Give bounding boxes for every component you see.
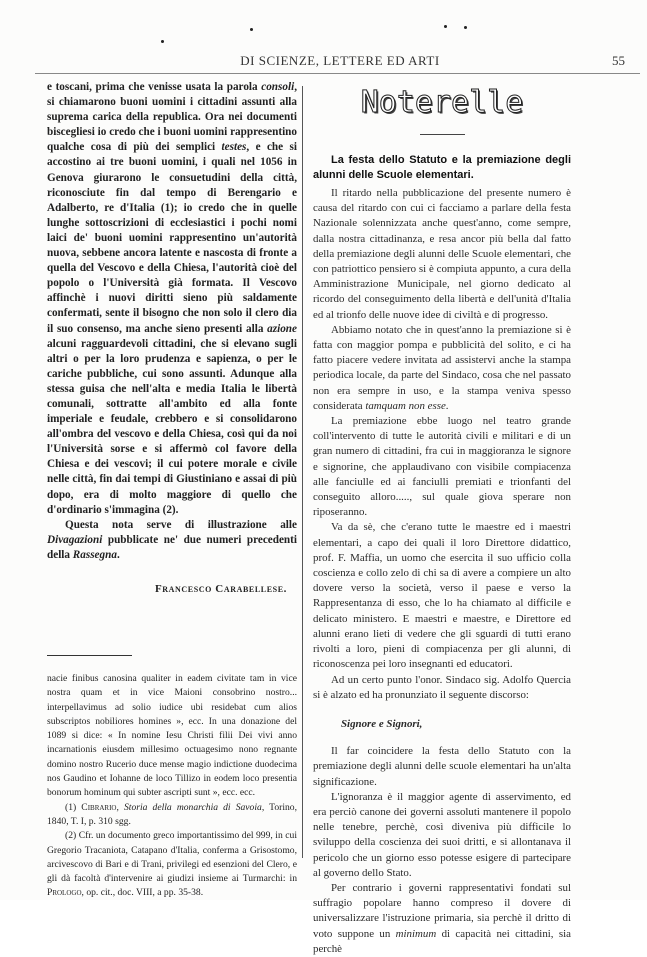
text: , si chiamarono buoni uomini i cittadini assunti alla suprema carica della republica. Ora nei documenti biscegliesi io credo che i buoni uomini rappresentino qualche cosa di più dei semplici	[47, 81, 297, 154]
text: .	[116, 548, 120, 561]
paragraph	[313, 323, 571, 414]
footnotes	[47, 672, 297, 901]
footnote-author: Prologo	[47, 887, 82, 899]
scan-speck	[250, 28, 253, 31]
text: di capacità nei cittadini, sia perchè	[313, 927, 571, 955]
paragraph: Il ritardo nella pubblicazione del presente numero è causa del ritardo con cui ci facciamo a parlare della festa Nazionale solennizzata anche quest'anno, come sempre, dalla nostra cittadinanza, e resa ancor più bella dal fatto della premiazione degli alunni delle Scuole elementari, che con patriottico pensiero si è compiuta appunto, a cura della Amministrazione Municipale, nel giorno dedicato al ricordo del conseguimento della libertà e dell'unità d'Italia ed al trionfo delle nuove idee di civiltà e di progresso.	[313, 187, 571, 321]
footnote-marker: (1)	[65, 801, 82, 813]
scan-speck	[161, 40, 164, 43]
italic-text: azione	[267, 322, 297, 335]
right-column	[313, 80, 571, 957]
text: pubblicate ne' due numeri precedenti della	[47, 533, 297, 561]
italic-text: tamquam non esse	[365, 399, 446, 412]
paragraph	[47, 80, 297, 518]
title-rule	[420, 134, 465, 135]
footnote-1: (1) Cibrario, Storia della monarchia di Savoia, Torino, 1840, T. I, p. 310 sgg.	[47, 801, 297, 827]
footnote-title: Storia della monarchia di Savoia	[123, 801, 262, 813]
scan-speck	[444, 25, 447, 28]
footnote-2	[47, 829, 297, 900]
article-body	[313, 186, 571, 957]
section-title: Noterelle	[360, 85, 524, 120]
text: alcuni ragguardevoli cittadini, che si elevano sugli altri o per la loro prudenza e sapienza, o per le cariche pubbliche, cui sono assunti. Adunque alla stessa guisa che nell'alta e media Italia le libertà comunali, sottratte all'ambito ed alla fonte imperiale e feudale, crebbero e si consolidarono all'ombra del vescovo e della Chiesa, così qui da noi l'Università sorse e si affermò col favore della Chiesa e dei vescovi; il cui potere morale e civile nelle città, fin dai tempi di Giustiniano e assai di più dopo, era di molto maggiore di quello che d'ordinario s'immagina (2).	[47, 337, 297, 516]
text: Per contrario i governi rappresentativi fondati sul suffragio popolare hanno compreso il dovere di universalizzare l'istruzione primaria, sia perchè il dritto di voto suppone un	[313, 881, 571, 940]
text: , op. cit., doc. VIII, a pp. 35-38.	[81, 887, 204, 899]
column-divider	[302, 86, 303, 858]
text: , e che si accostino ai tre buoni uomini, i quali nel 1056 in Genova giurarono le consuetudini della città, riconosciute fin dal tempo di Berengario e Adalberto, re d'Italia (1); io credo che in quelle lunghe sottoscrizioni di ecclesiastici i pochi nomi laici de' buoni uomini rappresentino un'autorità nuova, sebbene ancora latente e nascosta di fronte a quella del Vescovo e della Chiesa, l'autorità cioè del popolo o l'Università già formata. Il Vescovo affinchè i nuovi diritti sieno più saldamente confermati, sente il bisogno che non solo il clero dia il suo consenso, ma anche sieno presenti alla	[47, 141, 297, 335]
speech-salutation: Signore e Signori,	[341, 717, 423, 730]
paragraph: Va da sè, che c'erano tutte le maestre ed i maestri elementari, a capo dei quali il loro Direttore didattico, prof. F. Maffia, un uomo che esercita il suo ufficio colla coscienza e collo zelo di chi sa di avere a compiere un alto dovere verso la società, verso il paese e verso la Rappresentanza di esso, che lo ha chiamato al difficile e delicato ministero. E maestri e maestre, e Direttore ed alunni erano lieti di vedere che gli sguardi di tutti erano rivolti a loro, pieni di compiacenza per gli alunni, di riconoscenza pei loro insegnanti ed educatori.	[313, 521, 571, 671]
footnote-continuation: nacie finibus canosina qualiter in eadem civitate tam in vice nostra quam et in vice Maioni consobrino nostro... interpellavimus ad solio iudice ubi residebat cum alios subscriptos nobiliores homines », ecc. In una donazione del 1089 si dice: « In nomine Iesu Christi filii Dei vivi anno incarnationis eiusdem millesimo octuagesimo nono regnante domino nostro Rucerio duce mense magio indictione duodecima nos Gaudino et Iohanne de loco Tillizo in eodem loco presentia bonorum hominum qui subter ascripti sunt », ecc. ecc.	[47, 673, 297, 799]
paragraph	[313, 881, 571, 957]
paragraph: Il far coincidere la festa dello Statuto con la premiazione degli alunni delle scuole elementari ha un'alta significazione.	[313, 745, 571, 788]
scan-speck	[464, 26, 467, 29]
page-number: 55	[612, 53, 625, 68]
text: , Torino, 1840, T. I, p. 310 sgg.	[47, 801, 297, 827]
italic-text: testes	[221, 141, 247, 154]
left-column	[47, 80, 297, 901]
text: .	[445, 399, 449, 412]
text: e toscani, prima che venisse usata la parola	[47, 81, 262, 93]
text: (2) Cfr. un documento greco importantissimo del 999, in cui Gregorio Tracaniota, Catapano d'Italia, conferma a Grisostomo, arcivescovo di Bari e di Trani, privilegi ed esenzioni del Clero, e gli dà facoltà d'intervenire ai giudizi insieme ai Turmarchi: in	[47, 830, 297, 885]
left-body	[47, 80, 297, 563]
footnote-author: Cibrario	[81, 801, 117, 813]
italic-text: minimum	[395, 927, 437, 940]
paragraph: Ad un certo punto l'onor. Sindaco sig. Adolfo Quercia si è alzato ed ha pronunziato il seguente discorso:	[313, 673, 571, 701]
header-rule	[35, 73, 640, 74]
article-heading: La festa dello Statuto e la premiazione degli alunni delle Scuole elementari.	[313, 154, 571, 181]
author-signature: Francesco Carabellese.	[154, 583, 287, 595]
paragraph: La premiazione ebbe luogo nel teatro grande coll'intervento di tutte le autorità civili e militari e di un gran numero di cittadini, fra cui in maggioranza le signore e signorine, che applaudivano con visibile compiacenza alle fanciulle ed ai fanciulli premiati e trionfanti del conseguito alloro....., sul quale giova sperare non riposeranno.	[313, 415, 571, 519]
paragraph: L'ignoranza è il maggior agente di asservimento, ed era perciò canone dei governi assoluti mantenere il popolo nelle tenebre, perchè, così diveniva più difficile lo sviluppo della coscienza dei suoi dritti, e si allontanava il pericolo che un giorno esso potesse esigere di partecipare al governo dello Stato.	[313, 790, 571, 879]
footnote-rule	[47, 655, 132, 656]
text: Abbiamo notato che in quest'anno la premiazione si è fatta con maggior pompa e pubblicità del solito, e ci ha fatto piacere vedere invitata ad assistervi anche la stampa periodica locale, da parte del Sindaco, cosa che nel passato non era sempre in uso, e la stampa veniva spesso considerata	[313, 323, 571, 412]
italic-text: Divagazioni	[47, 533, 103, 546]
italic-text: Rassegna	[72, 548, 117, 561]
paragraph	[47, 518, 297, 563]
running-header	[55, 53, 625, 69]
italic-text: consoli	[261, 81, 295, 93]
running-title: DI SCIENZE, LETTERE ED ARTI	[240, 53, 440, 68]
text: Questa nota serve di illustrazione alle	[65, 518, 297, 531]
